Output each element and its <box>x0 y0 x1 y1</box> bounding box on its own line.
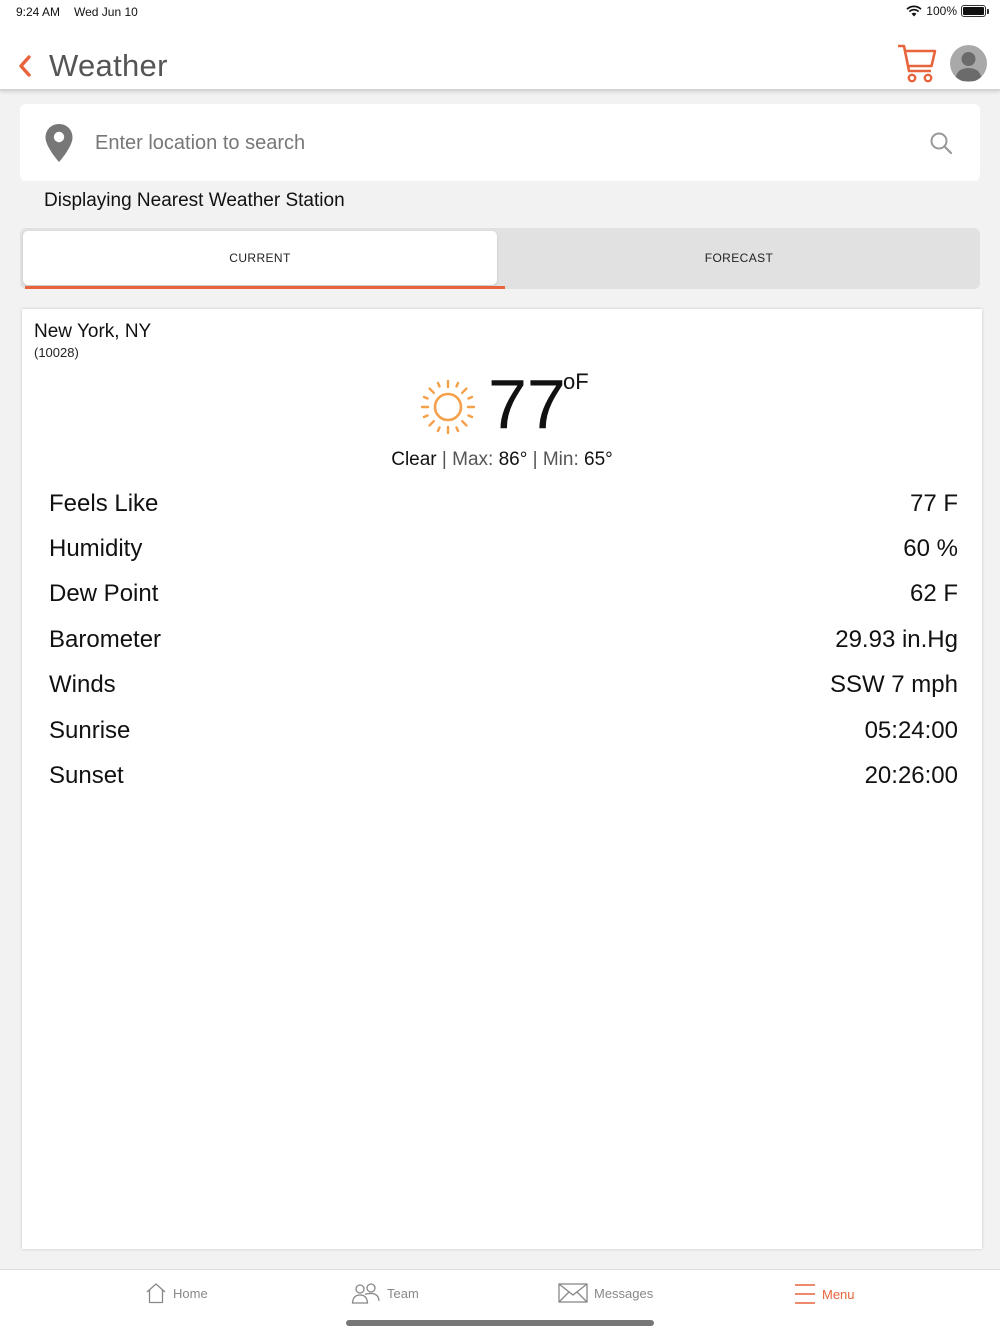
app-header <box>0 24 1000 91</box>
location-search-input[interactable] <box>95 124 895 162</box>
status-date: Wed Jun 10 <box>74 5 138 19</box>
wifi-icon <box>906 5 922 17</box>
detail-label: Winds <box>49 671 116 699</box>
detail-row-sunset <box>49 753 958 798</box>
tabbar-team-label: Team <box>387 1285 419 1301</box>
detail-label: Sunset <box>49 762 124 790</box>
detail-label: Sunrise <box>49 716 131 744</box>
min-value: 65° <box>584 449 613 470</box>
weather-details-list <box>49 481 958 799</box>
sun-icon <box>418 377 478 437</box>
tabbar-team[interactable] <box>351 1282 419 1304</box>
detail-value: 05:24:00 <box>864 716 958 744</box>
weather-tabs <box>20 228 980 289</box>
detail-row-dew-point <box>49 572 958 617</box>
page-title: Weather <box>49 48 168 83</box>
detail-value: 60 % <box>903 535 958 563</box>
tabbar-messages-label: Messages <box>594 1285 654 1301</box>
separator: | <box>441 449 453 470</box>
team-icon <box>351 1282 381 1304</box>
status-time: 9:24 AM <box>16 5 61 19</box>
status-indicators <box>906 4 986 18</box>
max-value: 86° <box>498 449 528 470</box>
detail-value: 20:26:00 <box>864 762 958 790</box>
detail-row-winds <box>49 663 958 708</box>
detail-value: 29.93 in.Hg <box>835 625 958 653</box>
city-name: New York, NY <box>34 321 152 342</box>
user-silhouette-icon <box>950 45 987 82</box>
tab-current[interactable]: CURRENT <box>23 231 497 285</box>
min-label: Min: <box>542 449 579 470</box>
separator: | <box>532 449 543 470</box>
detail-row-sunrise <box>49 708 958 753</box>
tabbar-menu-label: Menu <box>822 1286 855 1302</box>
zip-code: (10028) <box>34 345 79 360</box>
location-search-box <box>20 104 980 181</box>
max-label: Max: <box>452 449 494 470</box>
detail-label: Feels Like <box>49 489 159 517</box>
tabbar-messages[interactable] <box>558 1282 653 1304</box>
back-chevron-icon[interactable] <box>14 52 38 80</box>
detail-row-humidity <box>49 526 958 571</box>
temperature-value: 77 <box>488 365 566 443</box>
condition-text: Clear <box>391 449 437 470</box>
status-bar <box>0 0 1000 24</box>
detail-label: Humidity <box>49 535 143 563</box>
search-icon[interactable] <box>928 130 954 156</box>
home-indicator <box>346 1320 654 1326</box>
detail-row-feels-like <box>49 481 958 526</box>
tabbar-home-label: Home <box>173 1285 208 1301</box>
tabbar-menu[interactable] <box>794 1282 855 1306</box>
detail-value: SSW 7 mph <box>829 671 958 699</box>
home-icon <box>145 1282 167 1304</box>
tabbar-home[interactable] <box>145 1282 208 1304</box>
station-label: Displaying Nearest Weather Station <box>44 190 345 211</box>
location-pin-icon <box>44 123 74 163</box>
battery-icon <box>961 5 986 17</box>
detail-label: Barometer <box>49 625 162 653</box>
tab-forecast[interactable]: FORECAST <box>704 251 774 265</box>
active-tab-indicator <box>25 286 505 289</box>
cart-icon[interactable] <box>896 42 938 84</box>
condition-summary <box>22 449 982 471</box>
detail-value: 77 F <box>909 489 958 517</box>
envelope-icon <box>558 1282 588 1304</box>
detail-row-barometer <box>49 617 958 662</box>
current-weather-card <box>22 309 982 1249</box>
detail-value: 62 F <box>909 580 958 608</box>
hamburger-menu-icon <box>794 1282 816 1306</box>
avatar[interactable] <box>950 45 987 82</box>
battery-percent: 100% <box>926 4 957 18</box>
temperature-unit: oF <box>563 369 589 394</box>
detail-label: Dew Point <box>49 580 159 608</box>
